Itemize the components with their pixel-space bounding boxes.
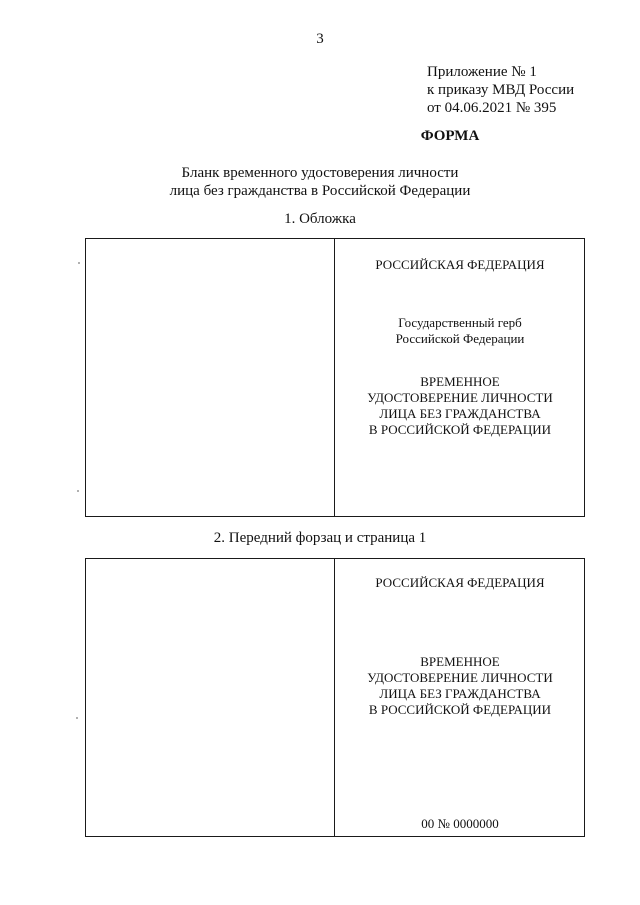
- cover-doc-name-line-4: В РОССИЙСКОЙ ФЕДЕРАЦИИ: [368, 422, 552, 437]
- cover-doc-name-line-2: УДОСТОВЕРЕНИЕ ЛИЧНОСТИ: [367, 390, 553, 405]
- scan-speck: [77, 490, 79, 492]
- document-title-line-1: Бланк временного удостоверения личности: [181, 165, 459, 181]
- cover-emblem-line-2: Российской Федерации: [395, 331, 525, 346]
- section-2-title: 2. Передний форзац и страница 1: [213, 530, 427, 546]
- cover-doc-name-line-3: ЛИЦА БЕЗ ГРАЖДАНСТВА: [379, 406, 541, 421]
- document-title: [0, 164, 640, 200]
- appendix-line-1: Приложение № 1: [427, 64, 537, 80]
- scan-speck: [78, 262, 80, 264]
- page-number: 3: [316, 31, 324, 47]
- appendix-line-3: от 04.06.2021 № 395: [427, 100, 557, 116]
- page1-doc-name-line-2: УДОСТОВЕРЕНИЕ ЛИЧНОСТИ: [367, 670, 553, 685]
- form-label: ФОРМА: [420, 128, 480, 144]
- cover-doc-name-line-1: ВРЕМЕННОЕ: [420, 374, 500, 389]
- page1-document-name: [335, 654, 585, 718]
- appendix-line-2: к приказу МВД России: [427, 82, 575, 98]
- page1-doc-name-line-1: ВРЕМЕННОЕ: [420, 654, 500, 669]
- document-title-line-2: лица без гражданства в Российской Федерации: [169, 183, 471, 199]
- serial-number: 00 № 0000000: [421, 816, 499, 831]
- cover-country: РОССИЙСКАЯ ФЕДЕРАЦИЯ: [375, 257, 545, 272]
- scan-speck: [76, 717, 78, 719]
- page1-country: РОССИЙСКАЯ ФЕДЕРАЦИЯ: [375, 575, 545, 590]
- page1-doc-name-line-4: В РОССИЙСКОЙ ФЕДЕРАЦИИ: [368, 702, 552, 717]
- cover-document-name: [335, 374, 585, 438]
- section-1-title: 1. Обложка: [284, 211, 356, 227]
- cover-emblem-line-1: Государственный герб: [398, 315, 522, 330]
- page1-doc-name-line-3: ЛИЦА БЕЗ ГРАЖДАНСТВА: [379, 686, 541, 701]
- cover-emblem-placeholder: [335, 315, 585, 347]
- appendix-header: [427, 63, 574, 117]
